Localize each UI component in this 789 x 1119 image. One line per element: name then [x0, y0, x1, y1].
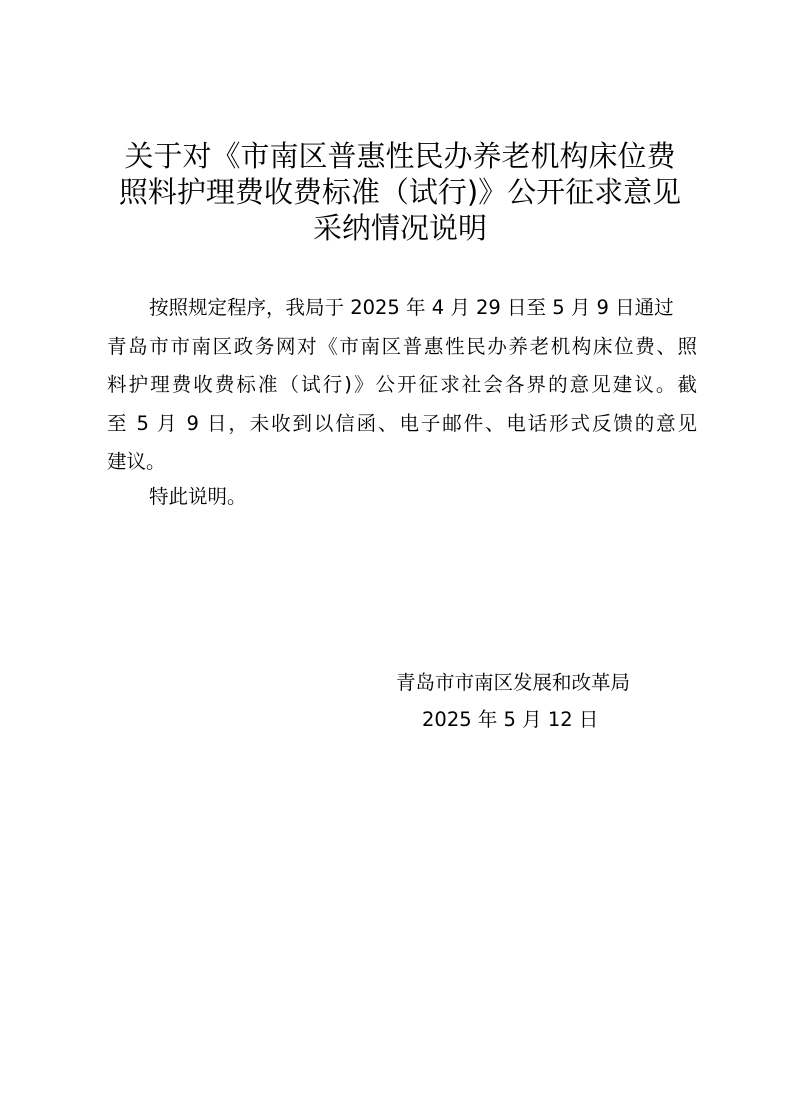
body-line-3: 料护理费收费标准（试行)》公开征求社会各界的意见建议。截	[107, 373, 697, 396]
body-line-4: 至 5 月 9 日，未收到以信函、电子邮件、电话形式反馈的意见	[107, 411, 697, 435]
body-line-5: 建议。	[107, 450, 166, 473]
title-line-1: 关于对《市南区普惠性民办养老机构床位费	[124, 139, 676, 173]
body-paragraph	[107, 289, 697, 482]
title-line-3: 采纳情况说明	[312, 211, 487, 245]
body-line-1: 按照规定程序，我局于 2025 年 4 月 29 日至 5 月 9 日通过	[149, 296, 674, 319]
document-title	[100, 138, 700, 246]
title-line-2: 照料护理费收费标准（试行)》公开征求意见	[118, 175, 682, 209]
signature-organization: 青岛市市南区发展和改革局	[396, 671, 631, 694]
signature-date: 2025 年 5 月 12 日	[422, 708, 599, 731]
body-line-2: 青岛市市南区政务网对《市南区普惠性民办养老机构床位费、照	[107, 334, 697, 358]
closing-statement: 特此说明。	[149, 485, 247, 508]
